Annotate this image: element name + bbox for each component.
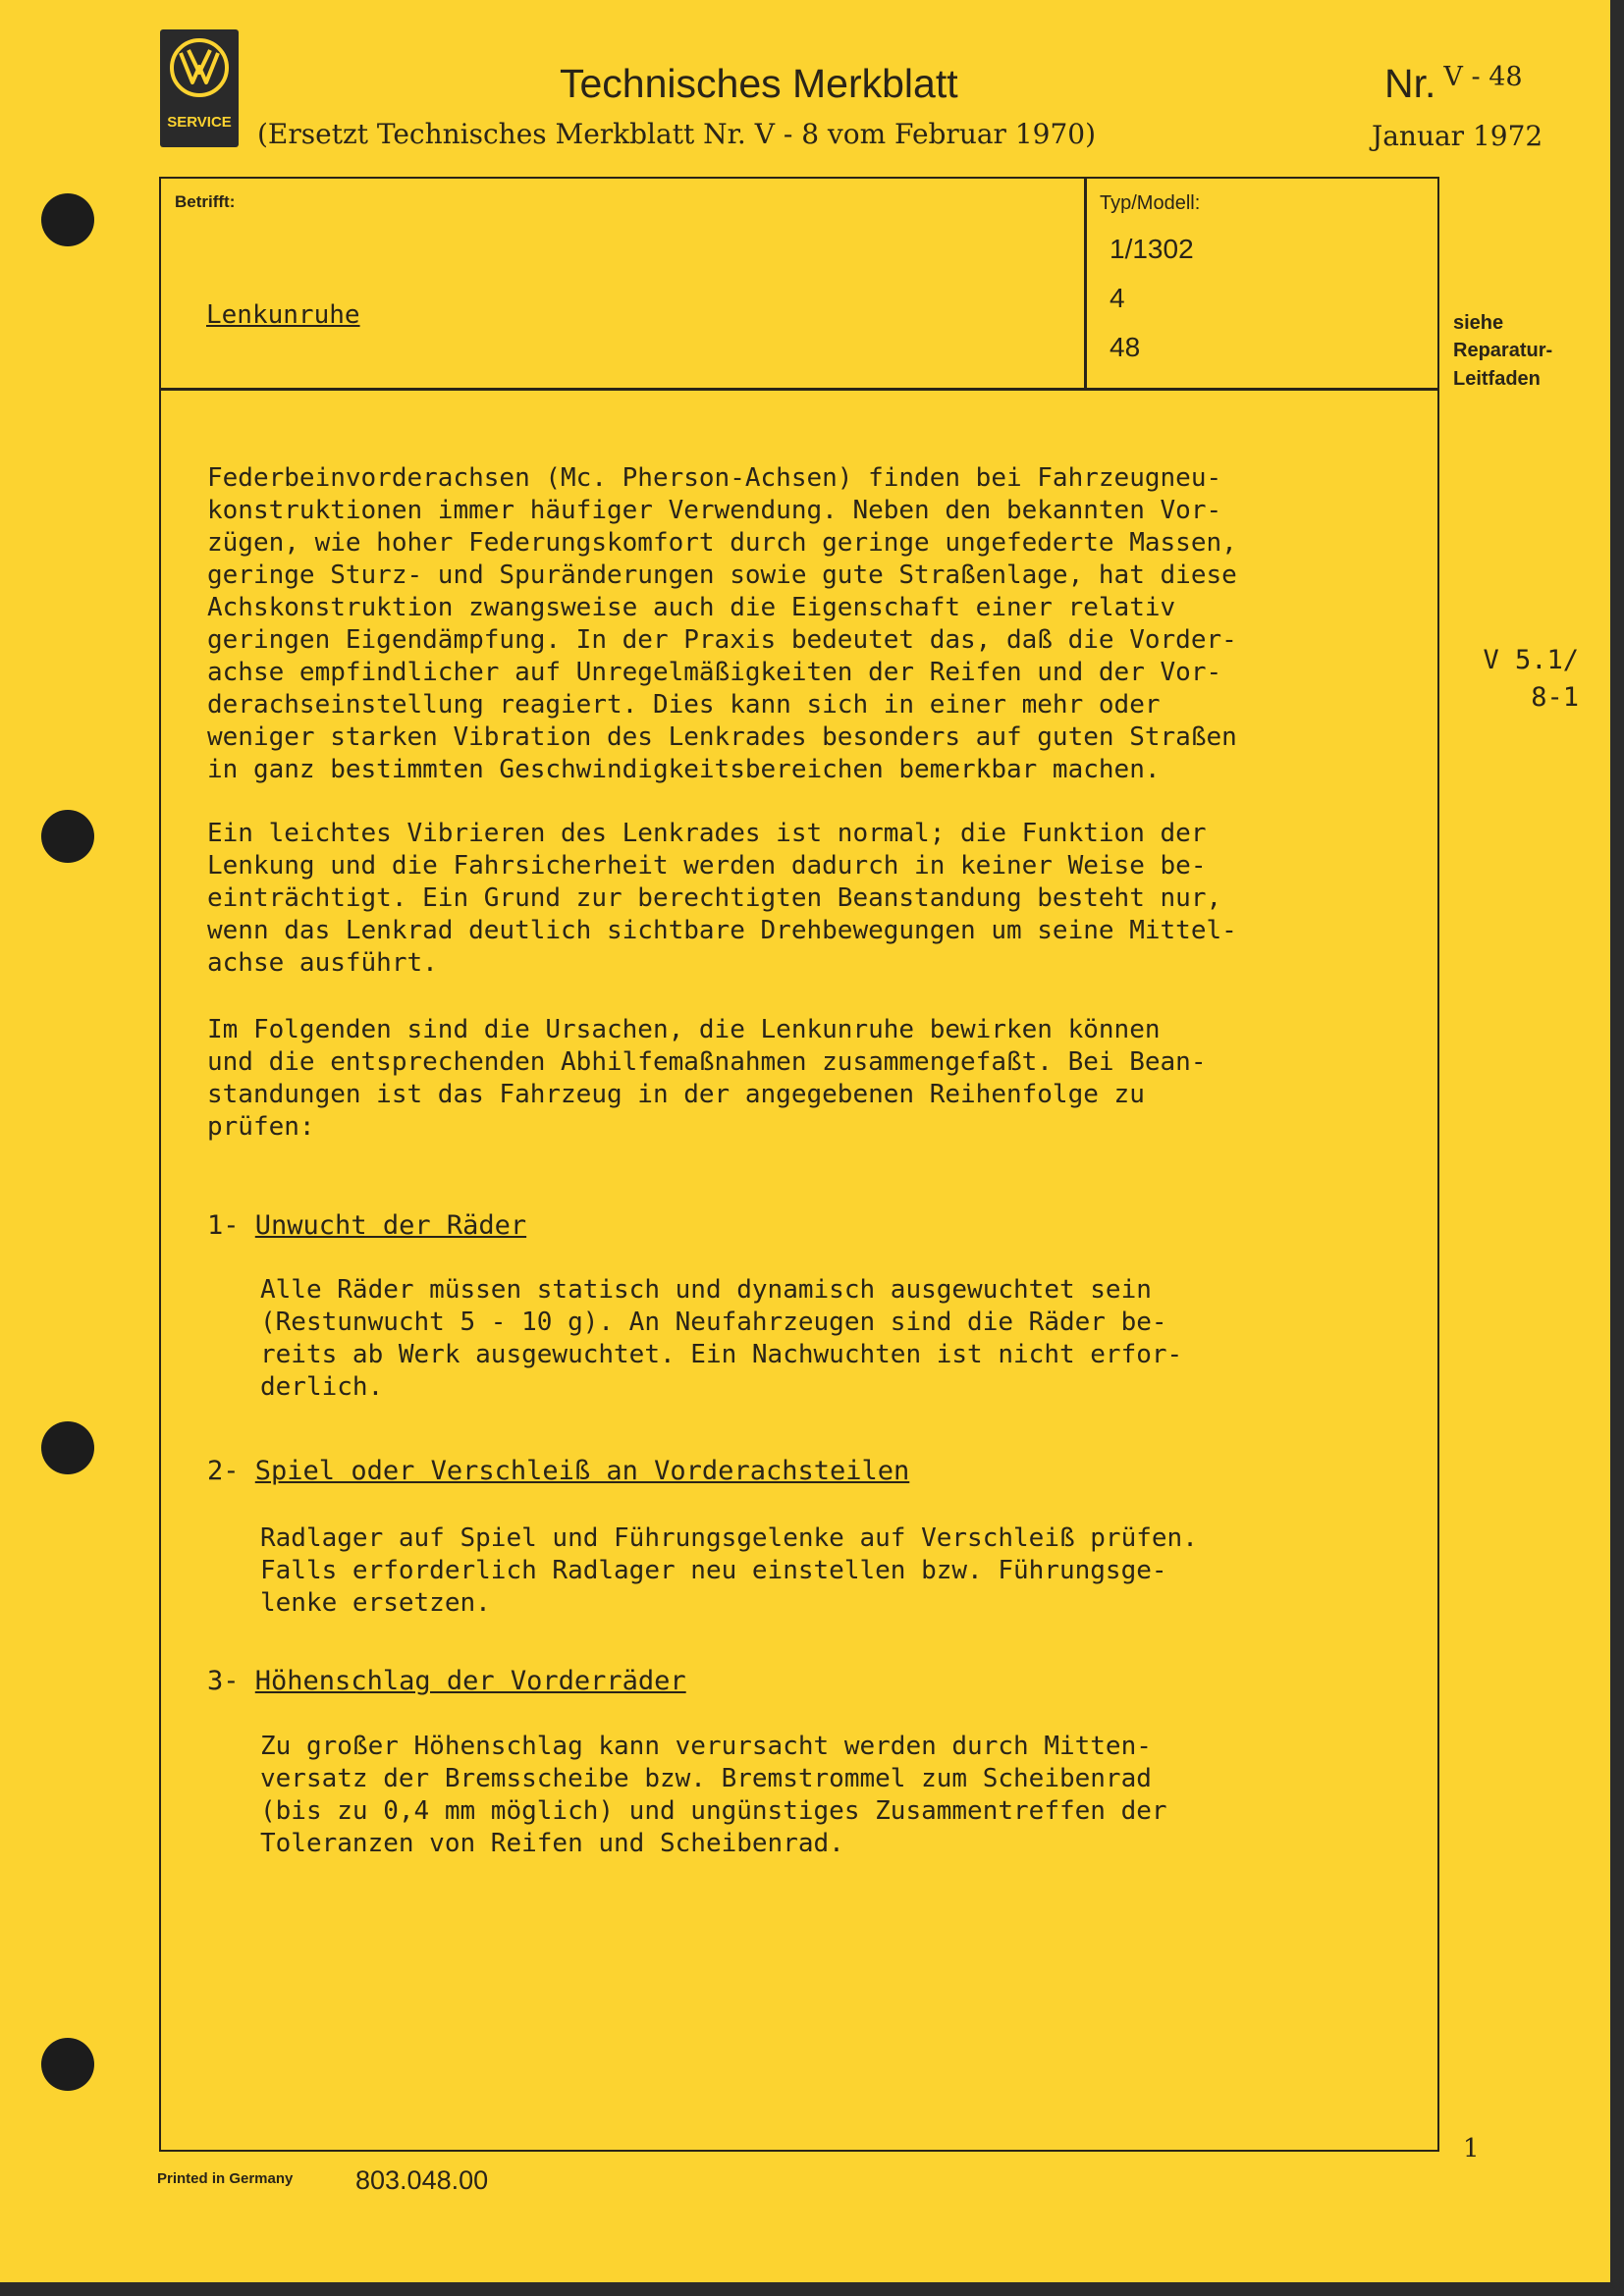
section-heading-3 [207, 1666, 686, 1696]
subject-value: Lenkunruhe [206, 300, 360, 330]
body-line: prüfen: [207, 1112, 315, 1142]
header-divider [159, 388, 1439, 391]
vw-logo-icon [169, 37, 230, 98]
section-line: reits ab Werk ausgewuchtet. Ein Nachwuchten ist nicht erfor- [260, 1340, 1183, 1369]
punch-hole-3 [41, 1421, 94, 1474]
margin-reference: V 5.1/ [1483, 645, 1579, 675]
body-line: Ein leichtes Vibrieren des Lenkrades ist normal; die Funktion der [207, 819, 1207, 848]
section-line: versatz der Bremsscheibe bzw. Bremstrommel zum Scheibenrad [260, 1764, 1152, 1793]
body-line: konstruktionen immer häufiger Verwendung. Neben den bekannten Vor- [207, 496, 1222, 525]
vw-service-logo [160, 29, 239, 147]
model-column-divider [1084, 177, 1087, 390]
section-number: 3- [207, 1666, 240, 1696]
margin-reference: 8-1 [1531, 682, 1579, 713]
side-note-line: Leitfaden [1453, 368, 1541, 390]
typ-modell-label: Typ/Modell: [1100, 192, 1201, 214]
model-item: 48 [1110, 332, 1141, 362]
body-line: Achskonstruktion zwangsweise auch die Eigenschaft einer relativ [207, 593, 1176, 622]
section-line: Toleranzen von Reifen und Scheibenrad. [260, 1829, 844, 1858]
punch-hole-1 [41, 193, 94, 246]
section-heading-2 [207, 1456, 909, 1486]
body-line: Im Folgenden sind die Ursachen, die Lenkunruhe bewirken können [207, 1015, 1161, 1044]
body-line: Lenkung und die Fahrsicherheit werden dadurch in keiner Weise be- [207, 851, 1207, 881]
scan-edge-right [1610, 0, 1624, 2296]
model-item: 4 [1110, 283, 1125, 313]
side-note-line: siehe [1453, 312, 1504, 334]
section-number: 1- [207, 1210, 240, 1241]
body-line: geringen Eigendämpfung. In der Praxis bedeutet das, daß die Vorder- [207, 625, 1237, 655]
section-title: Spiel oder Verschleiß an Vorderachsteilen [254, 1456, 910, 1486]
body-line: und die entsprechenden Abhilfemaßnahmen zusammengefaßt. Bei Bean- [207, 1047, 1207, 1077]
page-number: 1 [1463, 2134, 1480, 2163]
section-number: 2- [207, 1456, 240, 1486]
betrifft-label: Betrifft: [175, 192, 236, 211]
section-line: Radlager auf Spiel und Führungsgelenke auf Verschleiß prüfen. [260, 1523, 1198, 1553]
body-line: achse empfindlicher auf Unregelmäßigkeiten der Reifen und der Vor- [207, 658, 1222, 687]
body-line: wenn das Lenkrad deutlich sichtbare Drehbewegungen um seine Mittel- [207, 916, 1237, 945]
document-number [1384, 61, 1523, 107]
model-item: 1/1302 [1110, 234, 1194, 264]
section-heading-1 [207, 1210, 526, 1241]
punch-hole-2 [41, 810, 94, 863]
section-line: lenke ersetzen. [260, 1588, 491, 1618]
body-line: derachseinstellung reagiert. Dies kann sich in einer mehr oder [207, 690, 1161, 720]
order-number: 803.048.00 [355, 2165, 489, 2195]
body-line: Federbeinvorderachsen (Mc. Pherson-Achsen) finden bei Fahrzeugneu- [207, 463, 1222, 493]
nr-label: Nr. [1384, 61, 1436, 106]
logo-service-text: SERVICE [167, 114, 232, 131]
body-line: einträchtigt. Ein Grund zur berechtigten Beanstandung besteht nur, [207, 883, 1222, 913]
body-line: geringe Sturz- und Spuränderungen sowie gute Straßenlage, hat diese [207, 561, 1237, 590]
section-line: Zu großer Höhenschlag kann verursacht werden durch Mitten- [260, 1732, 1152, 1761]
body-line: zügen, wie hoher Federungskomfort durch geringe ungefederte Massen, [207, 528, 1237, 558]
section-line: derlich. [260, 1372, 384, 1402]
section-line: Falls erforderlich Radlager neu einstellen bzw. Führungsge- [260, 1556, 1167, 1585]
replaces-note: (Ersetzt Technisches Merkblatt Nr. V - 8 vom Februar 1970) [257, 118, 1097, 150]
printed-in-germany: Printed in Germany [157, 2170, 294, 2187]
body-line: weniger starken Vibration des Lenkrades besonders auf guten Straßen [207, 722, 1237, 752]
body-line: standungen ist das Fahrzeug in der angegebenen Reihenfolge zu [207, 1080, 1145, 1109]
punch-hole-4 [41, 2038, 94, 2091]
scan-edge-bottom [0, 2282, 1624, 2296]
document-title: Technisches Merkblatt [560, 61, 958, 106]
document-date: Januar 1972 [1372, 120, 1543, 152]
body-line: achse ausführt. [207, 948, 438, 978]
body-line: in ganz bestimmten Geschwindigkeitsbereichen bemerkbar machen. [207, 755, 1161, 784]
section-title: Höhenschlag der Vorderräder [254, 1666, 686, 1696]
section-title: Unwucht der Räder [254, 1210, 527, 1241]
section-line: (Restunwucht 5 - 10 g). An Neufahrzeugen sind die Räder be- [260, 1308, 1167, 1337]
side-note-line: Reparatur- [1453, 340, 1553, 361]
section-line: Alle Räder müssen statisch und dynamisch ausgewuchtet sein [260, 1275, 1152, 1305]
nr-value: V - 48 [1443, 62, 1523, 92]
section-line: (bis zu 0,4 mm möglich) und ungünstiges Zusammentreffen der [260, 1796, 1167, 1826]
